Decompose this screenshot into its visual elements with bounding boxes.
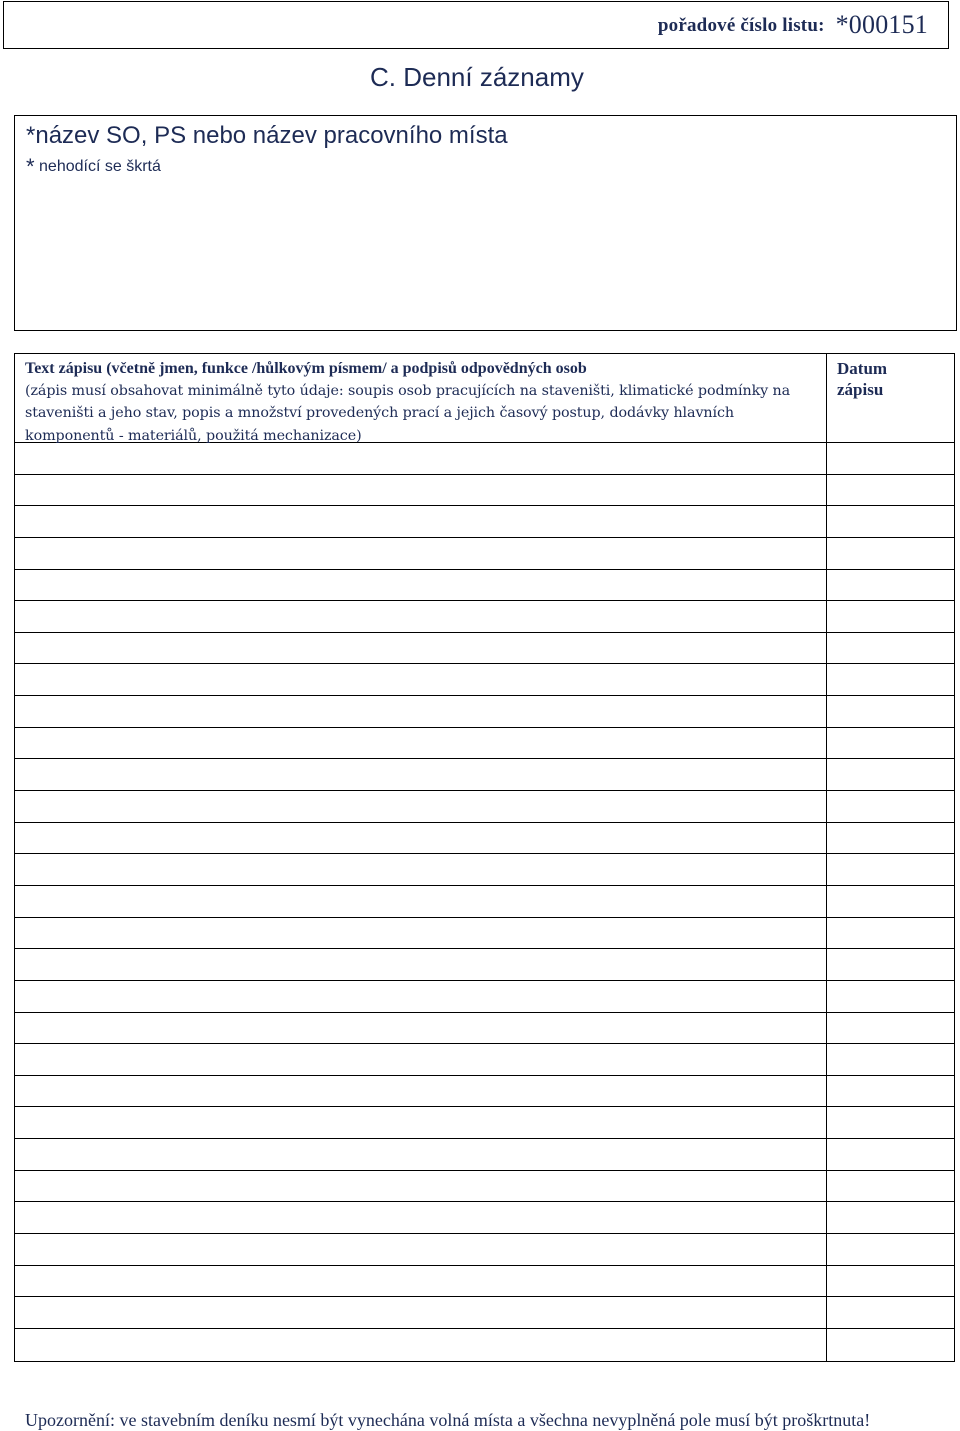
table-row (15, 886, 954, 918)
table-row (15, 791, 954, 823)
footer-warning: Upozornění: ve stavebním deníku nesmí být vynechána volná místa a všechna nevyplněná pole musí být proškrtnuta! (25, 1410, 871, 1430)
table-row (15, 1139, 954, 1171)
entry-date-cell[interactable] (827, 664, 954, 695)
entry-date-cell[interactable] (827, 854, 954, 885)
serial-label: pořadové číslo listu: (657, 15, 825, 36)
entry-text-cell[interactable] (15, 728, 827, 759)
table-row (15, 854, 954, 886)
entry-date-cell[interactable] (827, 506, 954, 537)
strike-out-note (26, 154, 161, 180)
entry-text-cell[interactable] (15, 886, 827, 917)
entry-text-cell[interactable] (15, 1266, 827, 1297)
entry-text-cell[interactable] (15, 506, 827, 537)
work-site-name-label: *název SO, PS nebo název pracovního místa (26, 122, 508, 149)
entry-text-cell[interactable] (15, 633, 827, 664)
entry-date-cell[interactable] (827, 1234, 954, 1265)
entry-text-cell[interactable] (15, 1139, 827, 1170)
entry-date-cell[interactable] (827, 1044, 954, 1075)
entry-date-cell[interactable] (827, 759, 954, 790)
entry-date-cell[interactable] (827, 981, 954, 1012)
table-row (15, 506, 954, 538)
entry-text-cell[interactable] (15, 664, 827, 695)
table-row (15, 1044, 954, 1076)
entry-text-cell[interactable] (15, 1234, 827, 1265)
entry-date-cell[interactable] (827, 949, 954, 980)
table-row (15, 696, 954, 728)
entry-date-cell[interactable] (827, 633, 954, 664)
entry-text-cell[interactable] (15, 981, 827, 1012)
entry-date-cell[interactable] (827, 475, 954, 506)
entry-date-cell[interactable] (827, 696, 954, 727)
entry-text-cell[interactable] (15, 601, 827, 632)
entry-text-cell[interactable] (15, 949, 827, 980)
entry-text-cell[interactable] (15, 1297, 827, 1328)
log-table-header (15, 354, 954, 443)
entry-text-cell[interactable] (15, 538, 827, 569)
table-row (15, 728, 954, 760)
entry-date-cell[interactable] (827, 1202, 954, 1233)
table-row (15, 1234, 954, 1266)
table-row (15, 1076, 954, 1108)
table-row (15, 759, 954, 791)
entry-text-cell[interactable] (15, 443, 827, 474)
serial-number-box (3, 1, 949, 49)
note-text: nehodící se škrtá (39, 158, 161, 175)
table-row (15, 570, 954, 602)
entry-text-header-requirements: (zápis musí obsahovat minimálně tyto údaje: soupis osob pracujících na staveništi, klimatické podmínky na staveništi a jeho stav, popis a množství provedených prací a jejich časový postup, dodávky hlavních komponentů - materiálů, použitá mechanizace) (25, 382, 791, 444)
table-row (15, 1171, 954, 1203)
entry-text-cell[interactable] (15, 759, 827, 790)
entry-date-header-line2: zápisu (837, 380, 884, 399)
entry-text-cell[interactable] (15, 854, 827, 885)
table-row (15, 601, 954, 633)
daily-log-table (14, 353, 955, 1362)
entry-date-cell[interactable] (827, 443, 954, 474)
table-row (15, 823, 954, 855)
entry-text-cell[interactable] (15, 1044, 827, 1075)
entry-date-header-line1: Datum (837, 359, 888, 378)
entry-date-cell[interactable] (827, 791, 954, 822)
entry-text-cell[interactable] (15, 1202, 827, 1233)
table-row (15, 949, 954, 981)
table-row (15, 981, 954, 1013)
work-site-name-field[interactable] (14, 115, 957, 331)
entry-date-cell[interactable] (827, 1107, 954, 1138)
entry-text-cell[interactable] (15, 1107, 827, 1138)
table-row (15, 1266, 954, 1298)
entry-text-cell[interactable] (15, 1013, 827, 1044)
table-row (15, 1329, 954, 1361)
entry-date-cell[interactable] (827, 823, 954, 854)
entry-date-cell[interactable] (827, 1171, 954, 1202)
entry-text-cell[interactable] (15, 918, 827, 949)
entry-date-cell[interactable] (827, 1139, 954, 1170)
entry-date-cell[interactable] (827, 1076, 954, 1107)
serial-value: *000151 (835, 10, 928, 39)
entry-date-cell[interactable] (827, 538, 954, 569)
entry-text-cell[interactable] (15, 1171, 827, 1202)
entry-date-cell[interactable] (827, 918, 954, 949)
section-title: C. Denní záznamy (370, 62, 584, 92)
entry-date-cell[interactable] (827, 728, 954, 759)
table-row (15, 918, 954, 950)
table-row (15, 443, 954, 475)
table-row (15, 633, 954, 665)
log-table-body (15, 443, 954, 1361)
entry-text-cell[interactable] (15, 1076, 827, 1107)
table-row (15, 1107, 954, 1139)
entry-date-cell[interactable] (827, 1329, 954, 1361)
note-asterisk: * (26, 154, 35, 179)
entry-text-cell[interactable] (15, 1329, 827, 1361)
entry-date-cell[interactable] (827, 601, 954, 632)
entry-text-cell[interactable] (15, 570, 827, 601)
entry-date-header (827, 354, 954, 442)
entry-text-cell[interactable] (15, 823, 827, 854)
table-row (15, 1202, 954, 1234)
entry-text-cell[interactable] (15, 475, 827, 506)
entry-date-cell[interactable] (827, 570, 954, 601)
entry-date-cell[interactable] (827, 1266, 954, 1297)
table-row (15, 664, 954, 696)
entry-text-header (15, 354, 827, 442)
entry-text-cell[interactable] (15, 791, 827, 822)
table-row (15, 538, 954, 570)
entry-date-cell[interactable] (827, 886, 954, 917)
table-row (15, 1297, 954, 1329)
table-row (15, 475, 954, 507)
entry-text-header-title: Text zápisu (včetně jmen, funkce /hůlkovým písmem/ a podpisů odpovědných osob (25, 360, 587, 377)
entry-date-cell[interactable] (827, 1013, 954, 1044)
entry-date-cell[interactable] (827, 1297, 954, 1328)
table-row (15, 1013, 954, 1045)
serial-number (658, 10, 928, 40)
entry-text-cell[interactable] (15, 696, 827, 727)
